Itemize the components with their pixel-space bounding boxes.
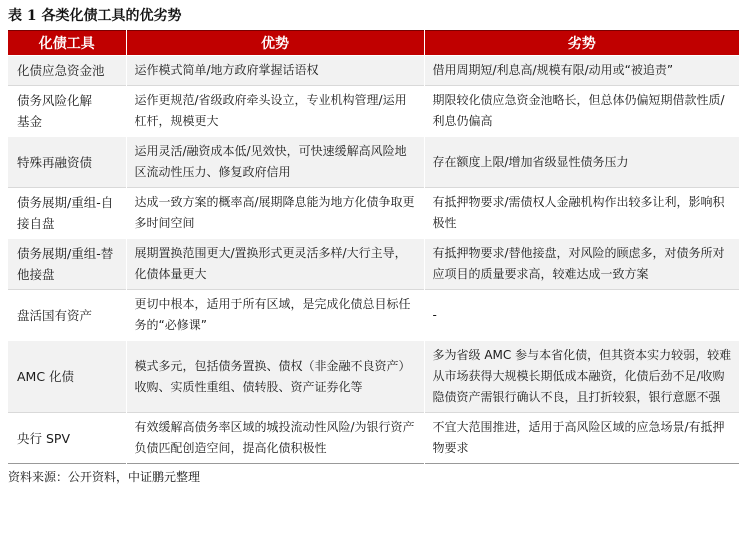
table-row [8, 413, 739, 464]
table-row [8, 239, 739, 290]
tool-cell: 债务展期/重组-自接自盘 [8, 188, 126, 239]
debt-tools-table [8, 30, 739, 464]
advantage-cell: 有效缓解高债务率区域的城投流动性风险/为银行资产负债匹配创造空间，提高化债积极性 [126, 413, 424, 464]
disadvantage-cell: 期限较化债应急资金池略长，但总体仍偏短期借款性质/利息仍偏高 [424, 86, 739, 137]
tool-cell: 特殊再融资债 [8, 137, 126, 188]
disadvantage-cell: 借用周期短/利息高/规模有限/动用或“被追责” [424, 56, 739, 86]
tool-cell: 化债应急资金池 [8, 56, 126, 86]
disadvantage-cell: 存在额度上限/增加省级显性债务压力 [424, 137, 739, 188]
table-row [8, 137, 739, 188]
advantage-cell: 运用灵活/融资成本低/见效快，可快速缓解高风险地区流动性压力、修复政府信用 [126, 137, 424, 188]
tool-cell: AMC 化债 [8, 341, 126, 413]
tool-cell: 债务风险化解基金 [8, 86, 126, 137]
header-tool: 化债工具 [8, 31, 126, 56]
table-row [8, 56, 739, 86]
disadvantage-cell: - [424, 290, 739, 341]
advantage-cell: 展期置换范围更大/置换形式更灵活多样/大行主导，化债体量更大 [126, 239, 424, 290]
table-row [8, 290, 739, 341]
disadvantage-cell: 不宜大范围推进，适用于高风险区域的应急场景/有抵押物要求 [424, 413, 739, 464]
header-disadvantage: 劣势 [424, 31, 739, 56]
table-header-row [8, 31, 739, 56]
table-row [8, 341, 739, 413]
header-advantage: 优势 [126, 31, 424, 56]
advantage-cell: 达成一致方案的概率高/展期降息能为地方化债争取更多时间空间 [126, 188, 424, 239]
table-row [8, 86, 739, 137]
source-note: 资料来源：公开资料，中证鹏元整理 [8, 470, 201, 484]
table-title: 表 1 各类化债工具的优劣势 [8, 8, 182, 24]
advantage-cell: 更切中根本，适用于所有区域，是完成化债总目标任务的“必修课” [126, 290, 424, 341]
table-row [8, 188, 739, 239]
tool-cell: 债务展期/重组-替他接盘 [8, 239, 126, 290]
advantage-cell: 运作更规范/省级政府牵头设立，专业机构管理/运用杠杆，规模更大 [126, 86, 424, 137]
tool-cell: 盘活国有资产 [8, 290, 126, 341]
advantage-cell: 模式多元，包括债务置换、债权（非金融不良资产）收购、实质性重组、债转股、资产证券化等 [126, 341, 424, 413]
disadvantage-cell: 有抵押物要求/需债权人金融机构作出较多让利，影响积极性 [424, 188, 739, 239]
disadvantage-cell: 有抵押物要求/替他接盘，对风险的顾虑多，对债务所对应项目的质量要求高，较难达成一致方案 [424, 239, 739, 290]
advantage-cell: 运作模式简单/地方政府掌握话语权 [126, 56, 424, 86]
disadvantage-cell: 多为省级 AMC 参与本省化债，但其资本实力较弱，较难从市场获得大规模长期低成本融资，化债后劲不足/收购隐债资产需银行确认不良，且打折较狠，银行意愿不强 [424, 341, 739, 413]
tool-cell: 央行 SPV [8, 413, 126, 464]
